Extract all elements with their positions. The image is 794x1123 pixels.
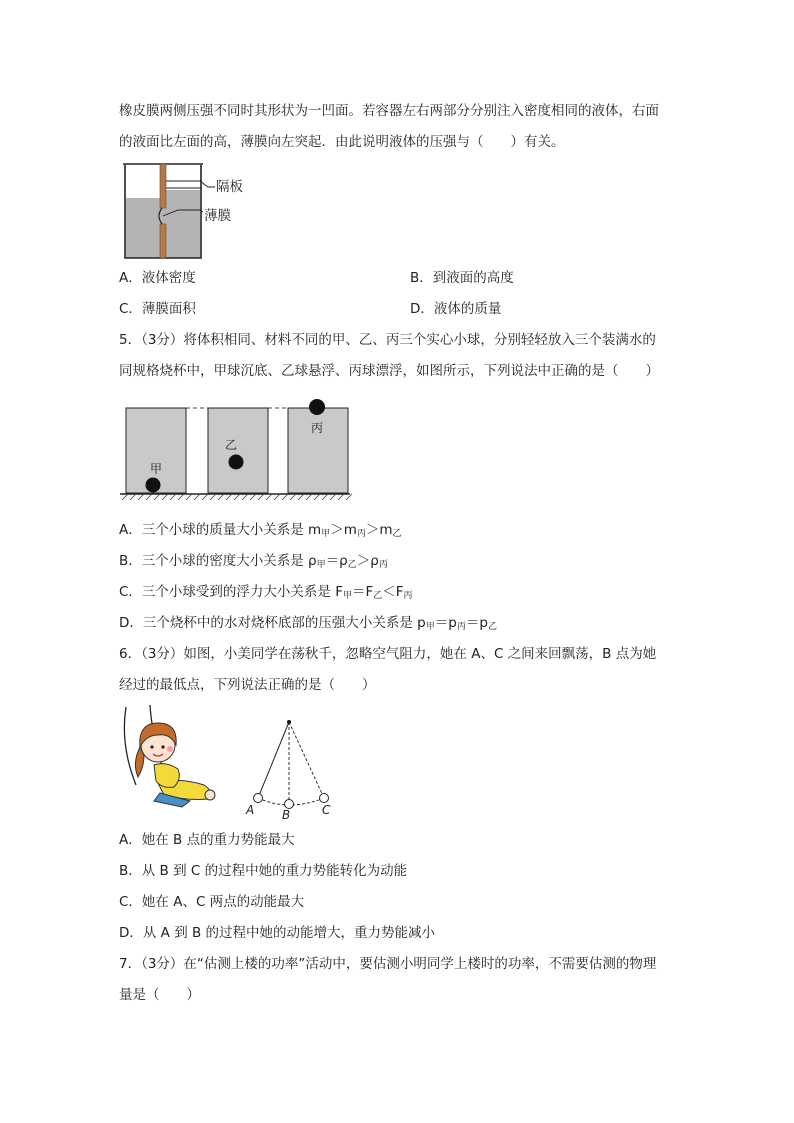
q4-membrane-label: 薄膜 [204, 208, 231, 224]
point-a-label: A [246, 803, 255, 817]
ball-jia-label: 甲 [150, 462, 163, 476]
q5-option-a[interactable]: A．三个小球的质量大小关系是 $m_甲>m_丙>m_乙$ [119, 522, 402, 539]
q4-text-line1: 橡皮膜两侧压强不同时其形状为一凹面。若容器左右两部分分别注入密度相同的液体，右面 [119, 103, 659, 119]
point-c-bob [320, 794, 329, 803]
point-a-bob [254, 794, 263, 803]
q6-option-b[interactable]: B．从 B 到 C 的过程中她的重力势能转化为动能 [119, 863, 408, 879]
ball-yi [229, 455, 244, 470]
q4-option-a[interactable]: A．液体密度 [119, 270, 196, 286]
q5-text-line2: 同规格烧杯中，甲球沉底、乙球悬浮、丙球漂浮，如图所示，下列说法中正确的是（ ） [119, 363, 659, 379]
point-b-label: B [282, 808, 291, 822]
q4-option-b[interactable]: B．到液面的高度 [410, 270, 514, 286]
q6-swing-girl-illustration [118, 705, 228, 810]
q4-container-figure [118, 160, 258, 262]
q6-text-line2: 经过的最低点，下列说法正确的是（ ） [119, 677, 376, 693]
q5-option-d[interactable]: D．三个烧杯中的水对烧杯底部的压强大小关系是 $p_甲=p_丙=p_乙$ [119, 615, 497, 632]
q5-text-line1: 5．（3分）将体积相同、材料不同的甲、乙、丙三个实心小球，分别轻轻放入三个装满水的 [119, 332, 656, 348]
q4-partition-label: 隔板 [216, 179, 243, 195]
ball-bing-label: 丙 [311, 421, 324, 435]
ball-yi-label: 乙 [225, 438, 238, 452]
q6-option-a[interactable]: A．她在 B 点的重力势能最大 [119, 832, 295, 848]
q7-text-line2: 量是（ ） [119, 987, 200, 1003]
ball-jia [146, 478, 161, 493]
q4-option-c[interactable]: C．薄膜面积 [119, 301, 196, 317]
q5-option-b[interactable]: B．三个小球的密度大小关系是 $\rho_甲=\rho_乙>\rho_丙$ [119, 553, 388, 570]
q6-text-line1: 6．（3分）如图，小美同学在荡秋千，忽略空气阻力，她在 A、C 之间来回飘荡，B 点为她 [119, 646, 657, 662]
q4-option-d[interactable]: D．液体的质量 [410, 301, 502, 317]
q5-beakers-figure [118, 396, 354, 504]
q4-text-line2: 的液面比左面的高，薄膜向左突起．由此说明液体的压强与（ ）有关。 [119, 134, 565, 150]
q6-option-d[interactable]: D．从 A 到 B 的过程中她的动能增大，重力势能减小 [119, 925, 436, 941]
q7-text-line1: 7．（3分）在“估测上楼的功率”活动中，要估测小明同学上楼时的功率，不需要估测的物理 [119, 956, 657, 972]
ball-bing [309, 399, 325, 415]
point-c-label: C [322, 803, 331, 817]
q6-pendulum-figure [240, 716, 340, 822]
q5-option-c[interactable]: C．三个小球受到的浮力大小关系是 $F_甲=F_乙<F_丙$ [119, 584, 413, 601]
q6-option-c[interactable]: C．她在 A、C 两点的动能最大 [119, 894, 305, 910]
